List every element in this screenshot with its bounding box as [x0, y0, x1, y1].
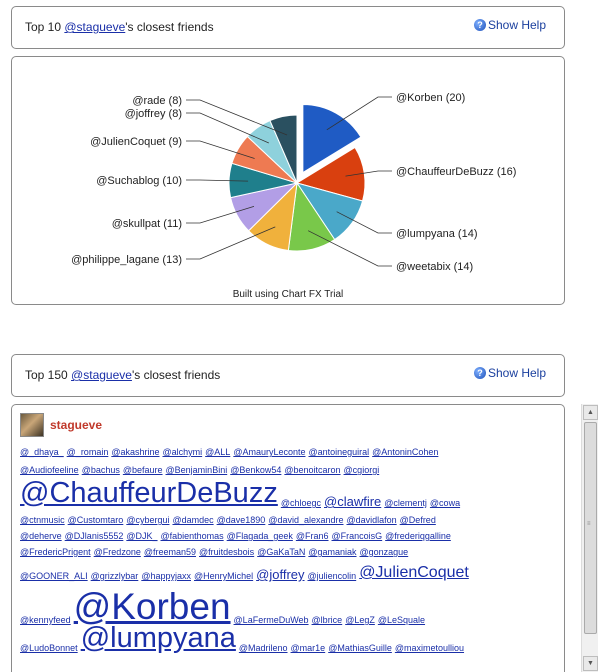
friend-link[interactable]: @DJK_: [126, 531, 158, 541]
friend-link[interactable]: @FredericPrigent: [20, 547, 91, 557]
top150-header-panel: [11, 354, 565, 397]
cloud-line: [20, 508, 558, 525]
friend-link[interactable]: @frederiqgalline: [385, 531, 451, 541]
friend-link[interactable]: @chloegc: [280, 498, 321, 508]
cloud-line: [20, 622, 558, 654]
friend-link[interactable]: @clawfire: [324, 494, 382, 509]
friend-link[interactable]: @ctnmusic: [20, 515, 65, 525]
friend-link[interactable]: @juliencolin: [307, 571, 357, 581]
scroll-thumb[interactable]: [584, 422, 597, 634]
friend-link[interactable]: @cybergui: [126, 515, 170, 525]
pie-label: @Suchablog (10): [96, 175, 182, 187]
friend-link[interactable]: @clementj: [384, 498, 427, 508]
friend-link[interactable]: @FrancoisG: [331, 531, 383, 541]
friend-link[interactable]: @Benkow54: [230, 465, 282, 475]
pie-label: @philippe_lagane (13): [71, 254, 182, 266]
friend-link[interactable]: @Customtaro: [67, 515, 124, 525]
friend-link[interactable]: @LaFermeDuWeb: [233, 615, 309, 625]
friend-link[interactable]: @antoineguiral: [308, 447, 370, 457]
help-icon: ?: [474, 19, 486, 31]
top150-title: Top 150 @stagueve's closest friends: [25, 368, 221, 382]
friend-link[interactable]: @alchymi: [162, 447, 203, 457]
friend-link[interactable]: @happyjaxx: [141, 571, 191, 581]
cloud-line: [20, 442, 558, 457]
avatar[interactable]: [20, 413, 44, 437]
pie-label: @lumpyana (14): [396, 228, 478, 240]
top10-show-help-button[interactable]: ? Show Help: [474, 18, 546, 32]
friend-link[interactable]: @LeSquale: [377, 615, 426, 625]
top10-header-panel: [11, 6, 565, 49]
pie-label: @skullpat (11): [111, 218, 182, 230]
cloud-line: [20, 541, 558, 557]
username[interactable]: stagueve: [50, 418, 103, 432]
friends-tag-cloud: [20, 442, 558, 653]
friend-link[interactable]: @deherve: [20, 531, 62, 541]
friend-link[interactable]: @_dhaya_: [20, 447, 64, 457]
friend-link[interactable]: @fruitdesbois: [199, 547, 255, 557]
friend-link[interactable]: @Flagada_geek: [226, 531, 293, 541]
friend-link[interactable]: @AmauryLeconte: [233, 447, 306, 457]
friend-link[interactable]: @GaKaTaN: [257, 547, 306, 557]
friend-link[interactable]: @Defred: [399, 515, 436, 525]
cloud-line: [20, 525, 558, 541]
pie-label: @rade (8): [132, 95, 182, 107]
friend-link[interactable]: @mar1e: [290, 643, 326, 653]
friend-link[interactable]: @kennyfeed: [20, 615, 71, 625]
friend-link[interactable]: @lumpyana: [80, 622, 236, 654]
friend-link[interactable]: @dave1890: [216, 515, 266, 525]
friend-link[interactable]: @fabienthomas: [160, 531, 224, 541]
friend-link[interactable]: @lbrice: [311, 615, 343, 625]
friend-link[interactable]: @_romain: [66, 447, 109, 457]
friend-link[interactable]: @cowa: [429, 498, 461, 508]
friend-link[interactable]: @maximetoulliou: [394, 643, 465, 653]
user-row: [20, 413, 102, 437]
pie-chart: [12, 57, 564, 304]
scroll-up-button[interactable]: ▲: [583, 405, 598, 420]
cloud-line: [20, 457, 558, 475]
friend-link[interactable]: @damdec: [172, 515, 214, 525]
friend-link[interactable]: @davidlafon: [346, 515, 397, 525]
top10-title: Top 10 @stagueve's closest friends: [25, 20, 214, 34]
friend-link[interactable]: @Audiofeeline: [20, 465, 79, 475]
chart-footer: Built using Chart FX Trial: [232, 289, 344, 300]
friends-cloud-panel: [11, 404, 565, 672]
top10-user-link[interactable]: @stagueve: [64, 20, 126, 34]
friend-link[interactable]: @befaure: [122, 465, 163, 475]
friend-link[interactable]: @cgiorgi: [343, 465, 380, 475]
friend-link[interactable]: @AntoninCohen: [372, 447, 439, 457]
friend-link[interactable]: @Madrileno: [238, 643, 288, 653]
friend-link[interactable]: @Fredzone: [93, 547, 141, 557]
pie-label: @joffrey (8): [124, 108, 182, 120]
friend-link[interactable]: @akashrine: [111, 447, 160, 457]
top150-user-link[interactable]: @stagueve: [71, 368, 132, 382]
cloud-line: [20, 475, 558, 508]
friend-link[interactable]: @LegZ: [345, 615, 375, 625]
top10-chart-panel: [11, 56, 565, 305]
friend-link[interactable]: @BenjaminBini: [165, 465, 228, 475]
friend-link[interactable]: @Korben: [73, 586, 231, 627]
pie-label: @JulienCoquet (9): [90, 136, 182, 148]
friend-link[interactable]: @Fran6: [295, 531, 329, 541]
friend-link[interactable]: @joffrey: [256, 567, 305, 582]
friend-link[interactable]: @MathiasGuille: [328, 643, 392, 653]
friend-link[interactable]: @bachus: [81, 465, 120, 475]
friend-link[interactable]: @LudoBonnet: [20, 643, 78, 653]
friend-link[interactable]: @benoitcaron: [284, 465, 341, 475]
friend-link[interactable]: @freeman59: [143, 547, 197, 557]
friend-link[interactable]: @grizzlybar: [90, 571, 139, 581]
friend-link[interactable]: @ALL: [205, 447, 231, 457]
pie-label: @Korben (20): [396, 92, 466, 104]
friend-link[interactable]: @ChauffeurDeBuzz: [20, 477, 278, 509]
friend-link[interactable]: @JulienCoquet: [359, 564, 469, 581]
pie-label: @weetabix (14): [396, 261, 474, 273]
help-icon: ?: [474, 367, 486, 379]
vertical-scrollbar[interactable]: [581, 404, 598, 672]
scroll-down-button[interactable]: ▼: [583, 656, 598, 671]
pie-label: @ChauffeurDeBuzz (16): [396, 166, 517, 178]
friend-link[interactable]: @gonzague: [359, 547, 409, 557]
friend-link[interactable]: @DJlanis5552: [64, 531, 124, 541]
friend-link[interactable]: @david_alexandre: [268, 515, 344, 525]
top150-show-help-button[interactable]: ? Show Help: [474, 366, 546, 380]
friend-link[interactable]: @gamaniak: [308, 547, 357, 557]
cloud-line: [20, 557, 558, 581]
friend-link[interactable]: @HenryMichel: [193, 571, 254, 581]
cloud-line: [20, 581, 558, 625]
grip-icon: ≡: [587, 521, 591, 527]
friend-link[interactable]: @GOONER_ALI: [20, 571, 88, 581]
